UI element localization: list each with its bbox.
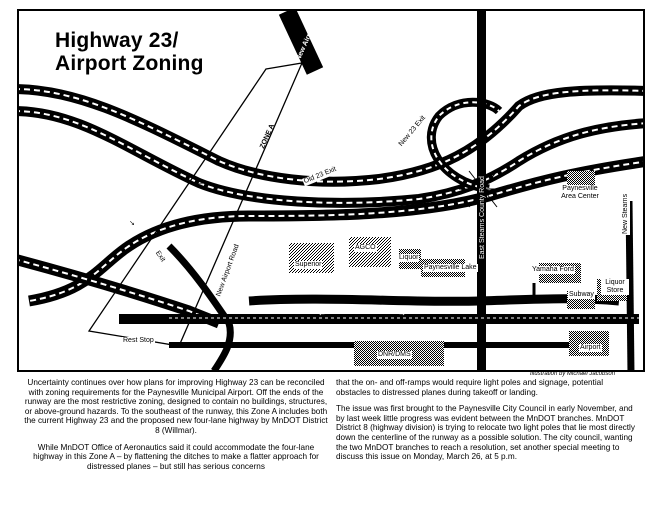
zoning-map [17,9,645,372]
svg-text:↘: ↘ [129,219,135,227]
superior-label: Superior [295,261,322,268]
svg-text:→: → [419,191,425,199]
article-paragraph: While MnDOT Office of Aeronautics said it could accommodate the four-lane highway in this Zone A – by flattening the ditches to make a flatter approach for distressed planes – but still has serious concerns [33,442,319,471]
agco-building [349,237,391,267]
rest-stop-label: Rest Stop [123,337,154,344]
area-center-label: Paynesville Area Center [559,185,601,201]
yamaha-ford-label: Yamaha Ford [532,266,574,273]
article-column-2 [336,378,638,469]
subway-label: Subway [569,291,594,298]
dnr-dms-label: DNR/DMS [378,351,411,358]
liquor-store-label: Liquor Store [601,279,629,295]
east-stearns-label: East Stearns County Road [479,176,486,259]
map-title-line2: Airport Zoning [55,52,204,75]
exit-left-label: Exit [153,249,167,264]
airport-label: Airport [580,344,601,351]
article-paragraph: that the on- and off-ramps would require light poles and signage, potential obstacles to distressed planes during takeoff or landing. [336,378,604,397]
svg-text:←: ← [319,310,325,318]
new-stearns-label: New Stearns [622,193,629,234]
highway-23-lower-loop [19,111,645,203]
new-23-exit-label: New 23 Exit [397,114,428,148]
old-23-exit-label: Old 23 Exit [302,165,338,186]
paynesville-lake-label: Paynesville Lake [424,264,477,271]
svg-text:→: → [399,310,405,318]
illustration-credit: Illustration by Michael Jacobson [530,371,616,377]
agco-label: AGCO [355,244,376,251]
zone-a-label: ZONE A [259,123,277,150]
article-paragraph: The issue was first brought to the Paynesville City Council in early November, and by last week little progress was evident between the MnDOT branches. MnDOT District 8 (highway division) is trying to relocate two light poles that lie most directly down the centerline of the runway as a possible solution. The city council, wanting the two MnDOT branches to reach a resolution, set another special meeting to discuss this issue on Monday, March 26, at 5 p.m. [336,404,635,462]
svg-text:←: ← [197,180,203,188]
article-paragraph: Uncertainty continues over how plans for improving Highway 23 can be reconciled with zoning requirements for the Paynesville Municipal Airport. Off the ends of the runway are the most restrictive zoning, designed to contain no buildings, structures, or above-ground hazards. To the southeast of the runway, this Zone A includes both the current Highway 23 and the proposed new four-lane highway by MnDOT District 8 (Willmar). [24,378,328,435]
new-airport-road-label: New Airport Road [215,243,241,298]
map-title-line1: Highway 23/ [55,29,179,52]
article-column-1 [23,378,329,478]
liquor-label: Liquor [399,254,419,261]
new-airport-label: New Airport [295,22,318,62]
